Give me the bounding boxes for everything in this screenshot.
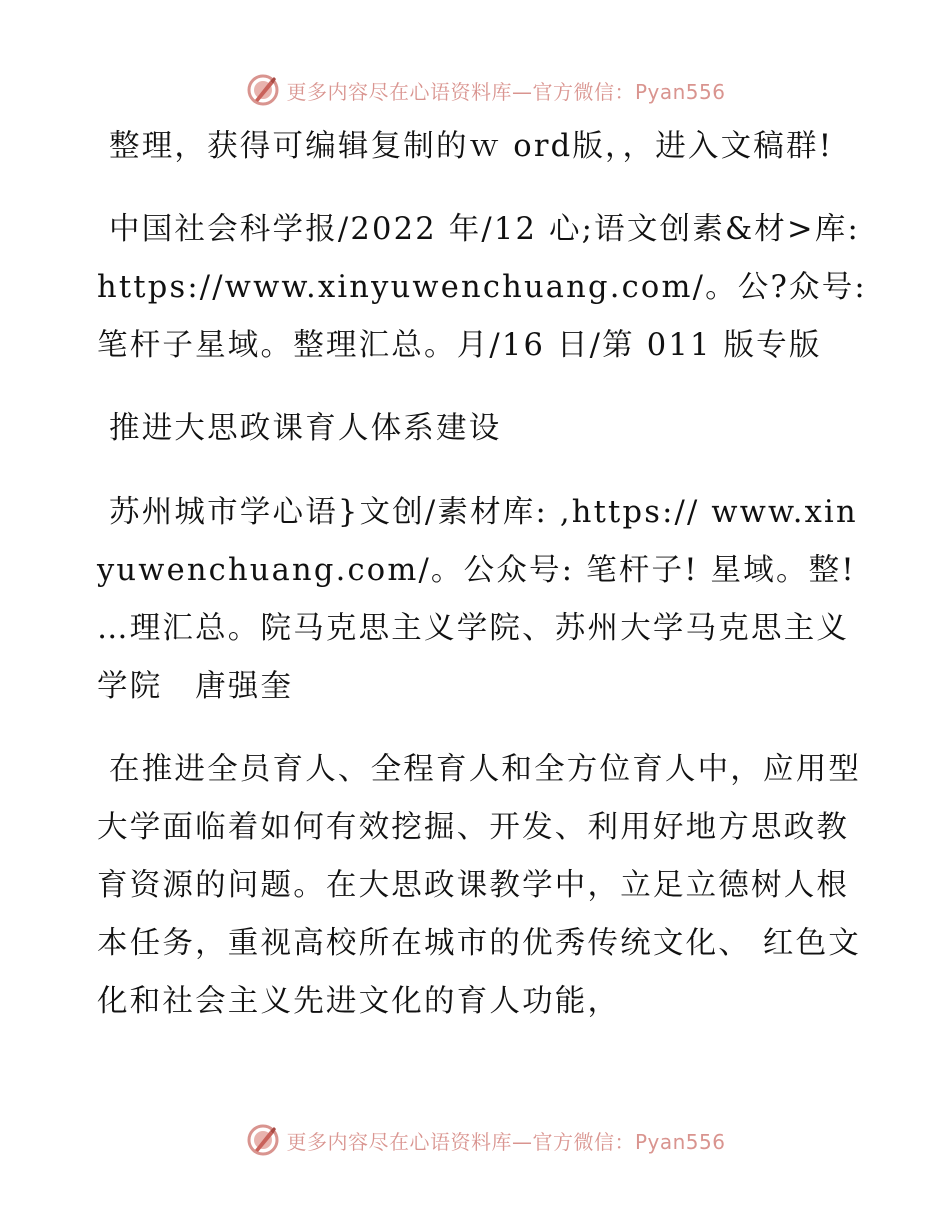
pen-logo-icon bbox=[246, 1123, 280, 1157]
watermark-group bbox=[246, 73, 725, 107]
pen-logo-icon bbox=[246, 73, 280, 107]
footer-watermark bbox=[0, 1118, 950, 1162]
watermark-text: 更多内容尽在心语资料库—官方微信：Pyan556 bbox=[286, 1129, 726, 1154]
paragraph-author: 苏州城市学心语}文创/素材库: ,https:// www.xinyuwenchuang.com/。公众号: 笔杆子! 星域。整! …理汇总。院马克思主义学院、苏州大学马克思主义学院 唐强奎 bbox=[97, 495, 858, 704]
document-body bbox=[97, 118, 867, 1056]
paragraph-intro: 整理，获得可编辑复制的ｗ ord版，，进入文稿群! bbox=[109, 129, 834, 164]
header-watermark bbox=[0, 68, 950, 112]
watermark-group bbox=[246, 1123, 725, 1157]
paragraph-body: 在推进全员育人、全程育人和全方位育人中，应用型大学面临着如何有效挖掘、开发、利用好地方思政教育资源的问题。在大思政课教学中，立足立德树人根本任务，重视高校所在城市的优秀传统文化、 红色文化和社会主义先进文化的育人功能， bbox=[97, 752, 862, 1019]
article-title: 推进大思政课育人体系建设 bbox=[109, 411, 502, 446]
watermark-text: 更多内容尽在心语资料库—官方微信：Pyan556 bbox=[286, 79, 726, 104]
paragraph-source: 中国社会科学报/2022 年/12 心;语文创素&材>库: https://www.xinyuwenchuang.com/。公?众号: 笔杆子星域。整理汇总。月/16 日/第 011 版专版 bbox=[97, 212, 867, 363]
